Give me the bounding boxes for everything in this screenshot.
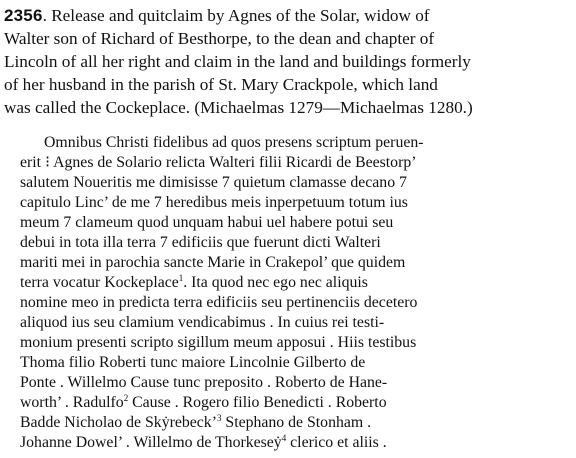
charter-line: aliquod ius seu clamium vendicabimus . In cuius rei testi- (20, 314, 385, 331)
charter-line: Ponte . Willelmo Cause tunc preposito . Roberto de Hane- (20, 374, 388, 391)
footnote-ref: 2 (123, 393, 129, 403)
charter-text-segment: Badde Nicholao de Skẏrebeck’ (20, 414, 217, 431)
charter-line: monium presenti scripto sigillum meum apposui . Hiis testibus (20, 334, 417, 351)
charter-line: erit ⁝ Agnes de Solario relicta Walteri filii Ricardi de Beestorp’ (20, 154, 417, 171)
charter-text-segment: . Ita quod nec ego nec aliquis (183, 274, 368, 291)
charter-line: nomine meo in predicta terra edificiis seu pertinenciis decetero (20, 294, 418, 311)
summary-line: of her husband in the parish of St. Mary Crackpole, which land (4, 75, 438, 94)
charter-text-segment: Johanne Dowel’ . Willelmo de Thorkeseẏ (20, 434, 282, 451)
charter-text-segment: clerico et aliis . (286, 434, 387, 451)
charter-line (20, 395, 387, 411)
charter-line: Omnibus Christi fidelibus ad quos presens scriptum peruen- (44, 134, 424, 151)
summary-line: was called the Cockeplace. (Michaelmas 1279—Michaelmas 1280.) (4, 98, 473, 117)
charter-line: debui in tota illa terra 7 edificiis que fuerunt dicti Walteri (20, 234, 381, 251)
footnote-ref: 4 (281, 433, 287, 443)
summary-line (4, 7, 430, 24)
summary-line: Lincoln of all her right and claim in the land and buildings formerly (4, 52, 471, 71)
summary-line: Walter son of Richard of Besthorpe, to the dean and chapter of (4, 29, 435, 48)
charter-line: capitulo Linc’ de me 7 heredibus meis inperpetuum totum ius (20, 194, 408, 211)
footnote-ref: 3 (216, 413, 222, 423)
summary-text: . Release and quitclaim by Agnes of the Solar, widow of (42, 6, 430, 25)
charter-text-segment: Stephano de Stonham . (221, 414, 372, 431)
charter-line: mariti mei in parochia sancte Marie in Crakepol’ que quidem (20, 254, 406, 271)
charter-text-segment: Cause . Rogero filio Benedicti . Roberto (128, 394, 387, 411)
charter-line (20, 275, 368, 291)
footnote-ref: 1 (178, 273, 184, 283)
charter-line (20, 415, 371, 431)
charter-line: Thoma filio Roberti tunc maiore Lincolnie Gilberto de (20, 354, 366, 371)
entry-number: 2356 (4, 6, 43, 25)
charter-line: salutem Noueritis me dimisisse 7 quietum clamasse decano 7 (20, 174, 407, 191)
charter-text-segment: terra vocatur Kockeplace (20, 274, 179, 291)
charter-line: meum 7 clameum quod unquam habui uel habere potui seu (20, 214, 394, 231)
charter-text-segment: worth’ . Radulfo (20, 394, 124, 411)
charter-line (20, 435, 387, 451)
